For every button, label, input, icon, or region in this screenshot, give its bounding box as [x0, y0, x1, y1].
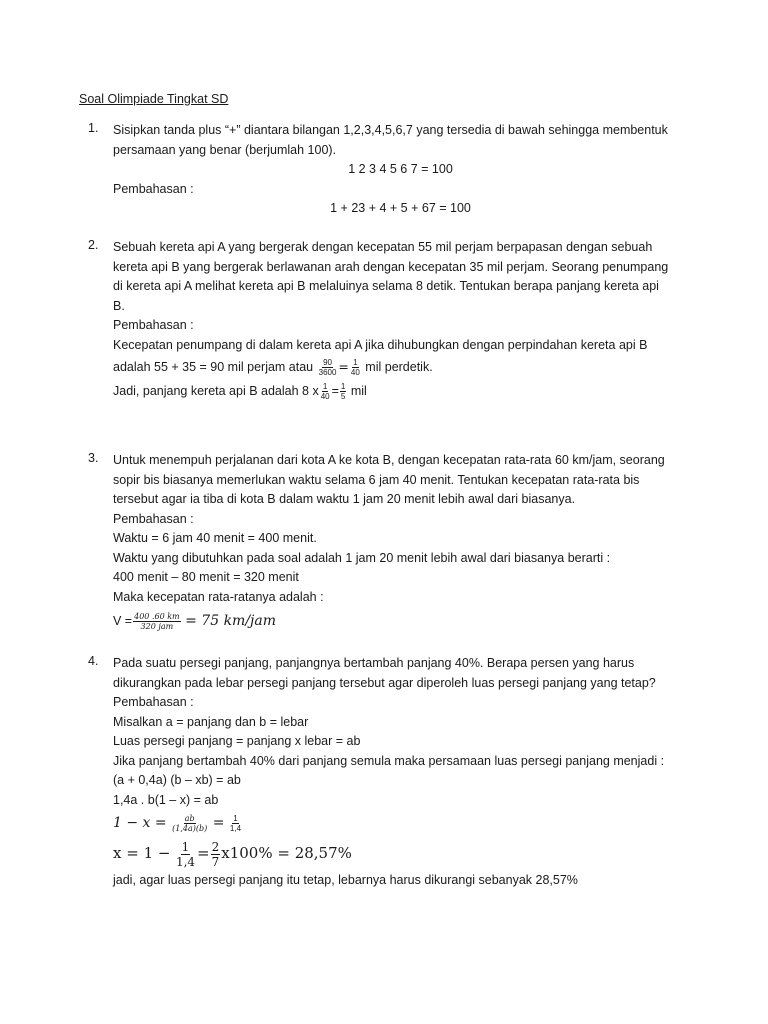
math-span: x100% = 28,57%: [221, 844, 352, 862]
text-line: 1,4a . b(1 – x) = ab: [113, 792, 219, 807]
text-line: (a + 0,4a) (b – xb) = ab: [113, 773, 241, 787]
fraction: [175, 840, 196, 869]
text-line: sopir bis biasanya memerlukan waktu selama 6 jam 40 menit. Tentukan kecepatan rata-rata bis: [113, 472, 640, 487]
text-line: Maka kecepatan rata-ratanya adalah :: [113, 589, 324, 604]
math-span: x = 1 −: [113, 844, 171, 862]
fraction: [350, 358, 361, 377]
question-body: [113, 121, 688, 219]
question-body: [113, 238, 688, 403]
equation: 1 2 3 4 5 6 7 = 100: [348, 162, 453, 176]
text-line: [113, 379, 688, 403]
denominator: 40: [350, 368, 360, 378]
denominator: 40: [320, 392, 330, 402]
text-line: Waktu yang dibutuhkan pada soal adalah 1 jam 20 menit lebih awal dari biasanya berarti :: [113, 550, 611, 565]
text-line: di kereta api A melihat kereta api B melaluinya selama 8 detik. Tentukan berapa panjang kereta api: [113, 279, 659, 293]
denominator: 5: [340, 392, 346, 402]
text-line: dikurangkan pada lebar persegi panjang tersebut agar diperoleh luas persegi panjang yang tetap?: [113, 675, 656, 690]
fraction: [318, 358, 338, 377]
text-line: B.: [113, 298, 125, 313]
denominator: (1,4a)(b): [172, 824, 208, 834]
text-line: Waktu = 6 jam 40 menit = 400 menit.: [113, 531, 317, 545]
pembahasan-label: Pembahasan :: [113, 695, 194, 709]
text-line: jadi, agar luas persegi panjang itu tetap, lebarnya harus dikurangi sebanyak 28,57%: [113, 873, 578, 887]
question-number: 2.: [88, 238, 99, 252]
text-span: Jadi, panjang kereta api B adalah 8 x: [113, 384, 319, 398]
denominator: 3600: [318, 368, 337, 378]
text-span: mil: [350, 384, 367, 398]
question-number: 1.: [88, 121, 99, 135]
text-line: kereta api B yang bergerak berlawanan arah dengan kecepatan 35 mil perjam. Seorang penumpang: [113, 259, 669, 274]
text-line: [113, 355, 688, 379]
numerator: 2: [211, 840, 220, 855]
numerator: 1: [322, 382, 328, 392]
pembahasan-label: Pembahasan :: [113, 181, 194, 196]
fraction: [171, 814, 208, 833]
text-line: Kecepatan penumpang di dalam kereta api A jika dihubungkan dengan perpindahan kereta api B: [113, 337, 648, 352]
formula-line: [113, 810, 688, 836]
text-line: Luas persegi panjang = panjang x lebar = ab: [113, 734, 361, 748]
question-body: [113, 654, 688, 891]
text-span: V =: [113, 614, 133, 628]
pembahasan-label: Pembahasan :: [113, 318, 194, 332]
fraction: [211, 840, 221, 869]
denominator: 7: [211, 855, 220, 870]
text-span: mil perdetik.: [365, 360, 433, 374]
numerator: 1: [233, 814, 238, 824]
numerator: ab: [184, 814, 195, 824]
question-number: 4.: [88, 654, 99, 668]
page-title: Soal Olimpiade Tingkat SD: [79, 92, 229, 106]
text-line: 400 menit – 80 menit = 320 menit: [113, 570, 299, 584]
text-line: tersebut agar ia tiba di kota B dalam waktu 1 jam 20 menit lebih awal dari biasanya.: [113, 492, 576, 506]
pembahasan-label: Pembahasan :: [113, 511, 194, 526]
text-line: Pada suatu persegi panjang, panjangnya bertambah panjang 40%. Berapa persen yang harus: [113, 656, 635, 670]
text-line: Jika panjang bertambah 40% dari panjang semula maka persamaan luas persegi panjang menjadi :: [113, 753, 665, 768]
numerator: 1: [181, 840, 190, 855]
math-span: 1 − x =: [113, 815, 167, 831]
equals-sign: =: [338, 359, 349, 374]
numerator: 1: [340, 382, 346, 392]
fraction: [340, 382, 346, 401]
question-body: [113, 451, 688, 635]
fraction: [229, 814, 242, 833]
denominator: 320 jam: [140, 622, 174, 632]
question-number: 3.: [88, 451, 99, 465]
equals-sign: =: [197, 844, 210, 862]
numerator: 1: [353, 358, 358, 368]
fraction: [320, 382, 331, 401]
numerator: 90: [323, 358, 332, 368]
text-span: adalah 55 + 35 = 90 mil perjam atau: [113, 360, 314, 374]
fraction: [133, 612, 181, 631]
equals-sign: =: [331, 384, 339, 398]
denominator: 1,4: [175, 855, 196, 870]
text-line: Untuk menempuh perjalanan dari kota A ke kota B, dengan kecepatan rata-rata 60 km/jam, seorang: [113, 453, 665, 467]
formula-line: [113, 836, 688, 871]
equation: 1 + 23 + 4 + 5 + 67 = 100: [330, 201, 471, 215]
equals-sign: =: [212, 815, 225, 831]
formula-line: [113, 607, 688, 635]
denominator: 1,4: [229, 824, 242, 834]
text-line: Sebuah kereta api A yang bergerak dengan kecepatan 55 mil perjam berpapasan dengan sebuah: [113, 240, 653, 254]
result: = 75 km/jam: [185, 613, 277, 629]
text-line: persamaan yang benar (berjumlah 100).: [113, 142, 337, 157]
numerator: 400 .60 km: [134, 612, 180, 622]
text-line: Misalkan a = panjang dan b = lebar: [113, 714, 309, 729]
text-line: Sisipkan tanda plus “+” diantara bilangan 1,2,3,4,5,6,7 yang tersedia di bawah sehingga membentuk: [113, 123, 668, 137]
